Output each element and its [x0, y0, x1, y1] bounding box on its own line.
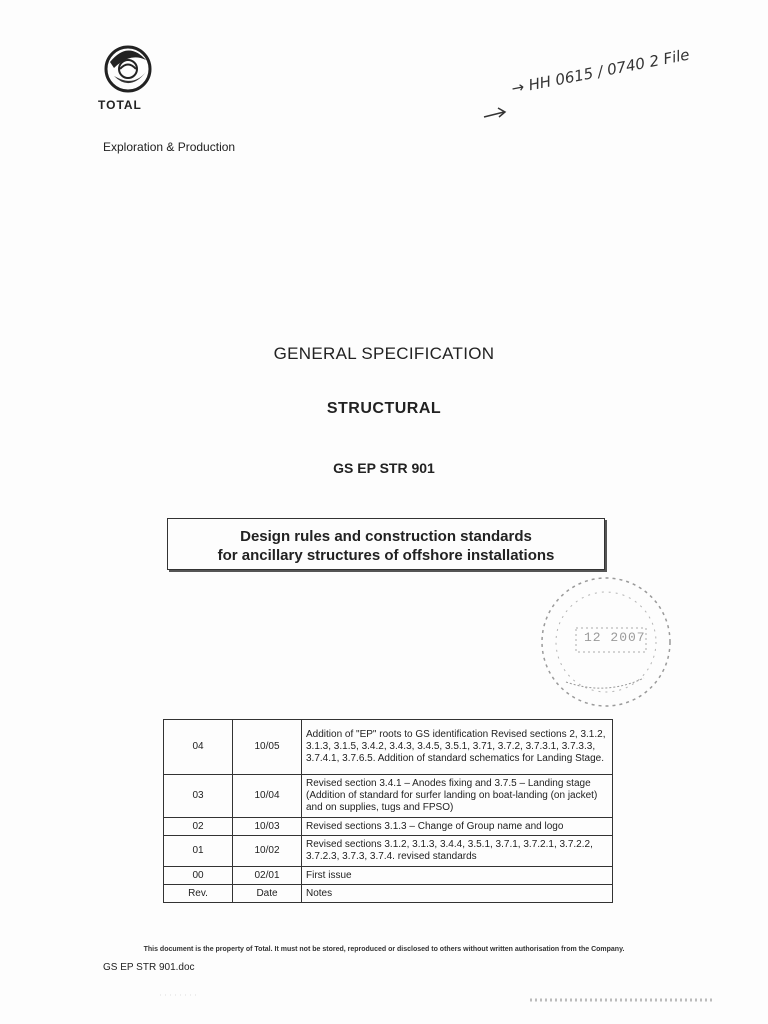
revision-rev-cell: 03: [164, 775, 233, 818]
revision-row: [164, 818, 613, 836]
revision-notes-cell: First issue: [302, 867, 613, 885]
revision-date-cell: 10/05: [233, 720, 302, 775]
revision-header-row: [164, 885, 613, 903]
document-title-line-2: for ancillary structures of offshore installations: [217, 547, 555, 564]
logo-wordmark: TOTAL: [98, 98, 142, 112]
revision-date-cell: 10/02: [233, 836, 302, 867]
revision-date-cell: 10/03: [233, 818, 302, 836]
revision-row: [164, 775, 613, 818]
revision-history-table: [163, 719, 613, 903]
revision-header-rev: Rev.: [164, 885, 233, 903]
handwritten-annotation: [482, 45, 692, 122]
received-stamp: [536, 572, 676, 712]
revision-row: [164, 836, 613, 867]
revision-notes-cell: Revised section 3.4.1 – Anodes fixing and 3.7.5 – Landing stage (Addition of standard for surfer landing on boat-landing (on jacket) and on supplies, tugs and FPSO): [302, 775, 613, 818]
footer-filename: GS EP STR 901.doc: [103, 962, 195, 973]
document-type-heading: GENERAL SPECIFICATION: [273, 344, 495, 363]
revision-header-date: Date: [233, 885, 302, 903]
revision-notes-cell: Revised sections 3.1.2, 3.1.3, 3.4.4, 3.5.1, 3.7.1, 3.7.2.1, 3.7.2.2, 3.7.2.3, 3.7.3, 3.7.4. revised standards: [302, 836, 613, 867]
revision-row: [164, 720, 613, 775]
revision-header-notes: Notes: [302, 885, 613, 903]
company-logo: [98, 42, 168, 122]
discipline-heading: STRUCTURAL: [326, 400, 442, 417]
revision-notes-cell: Revised sections 3.1.3 – Change of Group name and logo: [302, 818, 613, 836]
document-number: GS EP STR 901: [333, 460, 435, 476]
document-title-box: [167, 518, 605, 570]
revision-rev-cell: 01: [164, 836, 233, 867]
revision-rev-cell: 04: [164, 720, 233, 775]
stamp-date: 12 2007: [584, 630, 646, 645]
division-label: Exploration & Production: [103, 140, 236, 154]
revision-date-cell: 10/04: [233, 775, 302, 818]
document-title-line-1: Design rules and construction standards: [240, 528, 532, 545]
total-logo-icon: [100, 42, 156, 96]
confidentiality-notice: This document is the property of Total. It must not be stored, reproduced or disclosed to others without written authorisation from the Company.: [143, 946, 625, 953]
revision-row: [164, 867, 613, 885]
revision-date-cell: 02/01: [233, 867, 302, 885]
handwritten-file-reference: → HH 0615 / 0740 2 File: [510, 45, 691, 98]
revision-rev-cell: 00: [164, 867, 233, 885]
revision-rev-cell: 02: [164, 818, 233, 836]
revision-notes-cell: Addition of "EP" roots to GS identification Revised sections 2, 3.1.2, 3.1.3, 3.1.5, 3.4.2, 3.4.3, 3.4.5, 3.5.1, 3.71, 3.7.2, 3.7.3.1, 3.7.3.3, 3.7.4.1, 3.7.6.5. Addition of standard schematics for Landing Stage.: [302, 720, 613, 775]
